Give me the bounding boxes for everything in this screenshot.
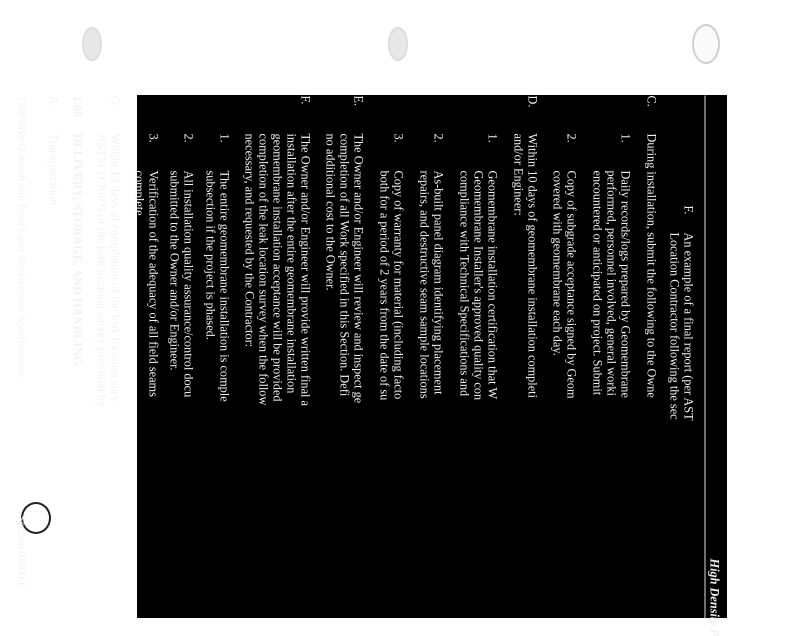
item-text: both for a period of 2 years from the date of su: [377, 170, 391, 400]
item-text: installation after the entire geomembrane installation: [284, 133, 298, 393]
item-label: C.: [644, 95, 658, 107]
item-text: Verification of the adequacy of all field seams: [146, 170, 160, 397]
rotated-document-page: [15, 95, 727, 636]
item-text: no additional cost to the Owner.: [323, 133, 337, 291]
item-text: submitted to the Owner and/or Engineer.: [167, 170, 181, 371]
item-text: necessary, and requested by the Contractor:: [242, 133, 256, 347]
punch-hole: [692, 24, 720, 64]
item-text: The Owner and/or Engineer will provide written final a: [298, 133, 312, 406]
item-label: 1.: [217, 133, 231, 143]
item-text: compliance with Technical Specifications and: [457, 170, 471, 396]
footer-section-number: Section 02600-6: [15, 515, 27, 588]
item-text: As-built panel diagram identifying placement: [431, 170, 445, 395]
item-label: F.: [298, 95, 312, 104]
footer-document-title: 1300 MW/G-South Ash Pond Liner Replacement Specifications: [15, 95, 27, 378]
item-label: 1.: [618, 133, 632, 143]
item-text: Within 14 days of completion of the leak location surv: [108, 133, 122, 402]
item-text: Copy of warranty for material (including facto: [391, 170, 405, 399]
item-label: 3.: [146, 133, 160, 143]
item-label: F.: [681, 205, 695, 214]
item-text: performed, personnel involved, general worki: [604, 170, 618, 396]
item-text: During installation, submit the following to the Owne: [644, 133, 658, 398]
item-text: repairs, and destructive seam sample locations: [417, 170, 431, 399]
item-label: A.: [46, 95, 60, 107]
item-text: Transportation:: [46, 133, 60, 209]
item-label: 2.: [564, 133, 578, 143]
item-label: 2.: [181, 133, 195, 143]
header-rule: [704, 95, 705, 618]
item-text: completion of all Work specified in this Section. Defi: [337, 133, 351, 396]
punch-hole: [82, 27, 102, 61]
section-number: 1.06: [70, 95, 84, 117]
scanned-page: [15, 95, 727, 636]
item-text: geomembrane installation acceptance will be provided: [270, 133, 284, 402]
item-text: subsection if the project is phased.: [203, 170, 217, 340]
item-text: An example of a final report (per AST: [681, 232, 695, 421]
item-text: encountered or anticipated on project. Submit: [590, 170, 604, 395]
section-heading: DELIVERY, STORAGE, AND HANDLING: [70, 133, 84, 366]
item-label: 1.: [485, 133, 499, 143]
item-label: G.: [108, 95, 122, 107]
item-text: Geomembrane Installer's approved quality con: [471, 170, 485, 400]
punch-hole: [388, 27, 408, 61]
item-label: 3.: [391, 133, 405, 143]
item-text: The entire geomembrane installation is comple: [217, 170, 231, 402]
item-text: Within 10 days of geomembrane installation completi: [525, 133, 539, 398]
item-text: Location Contractor following the sec: [667, 232, 681, 420]
header-title: High Density P: [707, 558, 721, 636]
item-label: D.: [525, 95, 539, 107]
item-text: Copy of subgrade acceptance signed by Geom: [564, 170, 578, 399]
item-text: completion of the leak location survey when the follow: [256, 133, 270, 405]
item-text: covered with geomembrane each day.: [550, 170, 564, 356]
item-text: All installation quality assurance/control docu: [181, 170, 195, 397]
item-label: 2.: [431, 133, 445, 143]
item-label: E.: [351, 95, 365, 106]
item-text: Geomembrane installation certification that W: [485, 170, 499, 399]
item-text: The Owner and/or Engineer will review and inspect ge: [351, 133, 365, 403]
item-text: Daily records/logs prepared by Geomembrane: [618, 170, 632, 398]
item-text: ASTM D 7007) of the leak location survey provided by: [94, 133, 108, 407]
item-text: complete.: [132, 170, 146, 219]
item-text: and/or Engineer:: [511, 133, 525, 216]
